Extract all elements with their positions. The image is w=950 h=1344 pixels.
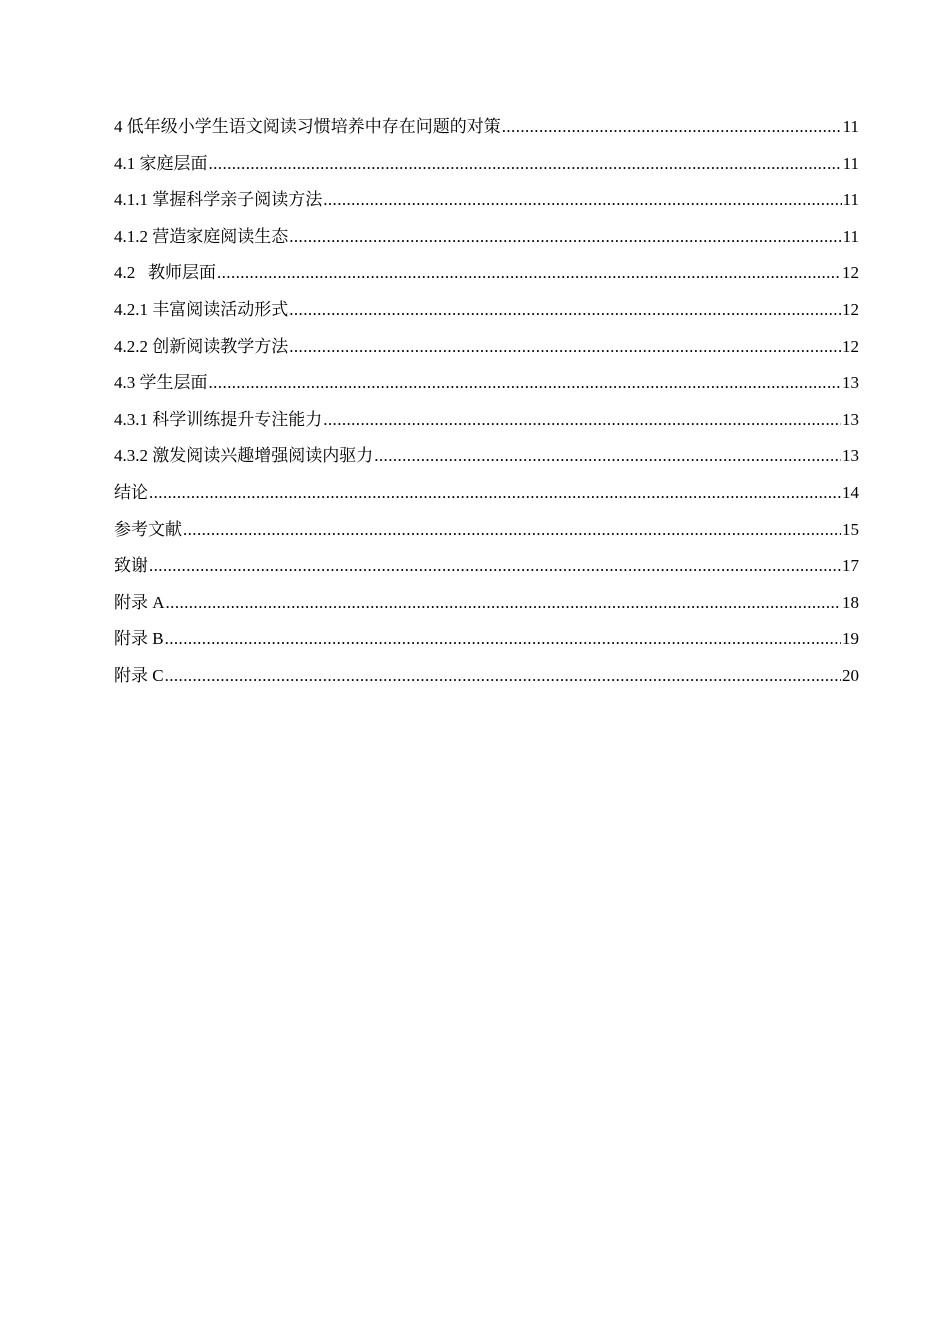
- toc-entry-page: 18: [842, 592, 859, 612]
- dot-leader: [323, 408, 841, 432]
- toc-entry-title: 4.3.1 科学训练提升专注能力: [114, 409, 323, 429]
- toc-entry-title: 结论: [114, 482, 148, 502]
- toc-entry-title: 4.2.1 丰富阅读活动形式: [114, 299, 289, 319]
- dot-leader: [502, 115, 842, 139]
- dot-leader: [209, 152, 842, 176]
- toc-entry[interactable]: [114, 371, 859, 408]
- toc-entry-page: 11: [842, 226, 859, 246]
- toc-entry-title: 4.3 学生层面: [114, 373, 208, 393]
- dot-leader: [217, 261, 841, 285]
- toc-entry-title: 附录 B: [114, 629, 164, 649]
- toc-entry-page: 11: [842, 153, 859, 173]
- toc-entry-page: 13: [842, 446, 859, 466]
- dot-leader: [209, 371, 842, 395]
- toc-entry-title: 4.1.1 掌握科学亲子阅读方法: [114, 190, 323, 210]
- dot-leader: [323, 188, 841, 212]
- toc-entry-title: 4 低年级小学生语文阅读习惯培养中存在问题的对策: [114, 117, 501, 136]
- toc-entry[interactable]: [114, 115, 859, 152]
- table-of-contents: [114, 115, 859, 701]
- dot-leader: [165, 627, 841, 651]
- toc-entry-page: 12: [842, 299, 859, 319]
- toc-entry-page: 11: [842, 117, 859, 136]
- dot-leader: [289, 335, 841, 359]
- toc-entry-title: 4.2.2 创新阅读教学方法: [114, 336, 289, 356]
- dot-leader: [166, 591, 841, 615]
- toc-entry[interactable]: [114, 188, 859, 225]
- toc-entry[interactable]: [114, 335, 859, 372]
- toc-entry-page: 14: [842, 482, 859, 502]
- toc-entry[interactable]: [114, 298, 859, 335]
- toc-entry-page: 11: [842, 190, 859, 210]
- toc-entry-title: 参考文献: [114, 519, 182, 539]
- toc-entry-page: 20: [842, 665, 859, 685]
- toc-entry-title: 附录 C: [114, 665, 164, 685]
- toc-entry-title: 4.2 教师层面: [114, 263, 216, 283]
- dot-leader: [149, 481, 841, 505]
- toc-entry[interactable]: [114, 261, 859, 298]
- toc-entry-page: 17: [842, 556, 859, 576]
- toc-entry-title: 致谢: [114, 556, 148, 576]
- toc-entry-page: 13: [842, 409, 859, 429]
- toc-entry-page: 15: [842, 519, 859, 539]
- toc-entry[interactable]: [114, 225, 859, 262]
- toc-entry[interactable]: [114, 152, 859, 189]
- toc-entry[interactable]: [114, 481, 859, 518]
- toc-entry-page: 13: [842, 373, 859, 393]
- toc-entry-title: 4.3.2 激发阅读兴趣增强阅读内驱力: [114, 446, 374, 466]
- toc-entry-page: 12: [842, 336, 859, 356]
- toc-entry[interactable]: [114, 627, 859, 664]
- dot-leader: [165, 664, 841, 688]
- dot-leader: [149, 554, 841, 578]
- toc-entry-title: 4.1 家庭层面: [114, 153, 208, 173]
- toc-entry[interactable]: [114, 444, 859, 481]
- toc-entry-title: 附录 A: [114, 592, 165, 612]
- toc-entry[interactable]: [114, 591, 859, 628]
- toc-entry[interactable]: [114, 664, 859, 701]
- toc-entry[interactable]: [114, 518, 859, 555]
- toc-entry[interactable]: [114, 554, 859, 591]
- toc-entry-page: 19: [842, 629, 859, 649]
- dot-leader: [289, 225, 841, 249]
- toc-entry[interactable]: [114, 408, 859, 445]
- dot-leader: [289, 298, 841, 322]
- toc-entry-page: 12: [842, 263, 859, 283]
- toc-entry-title: 4.1.2 营造家庭阅读生态: [114, 226, 289, 246]
- dot-leader: [183, 518, 841, 542]
- dot-leader: [374, 444, 841, 468]
